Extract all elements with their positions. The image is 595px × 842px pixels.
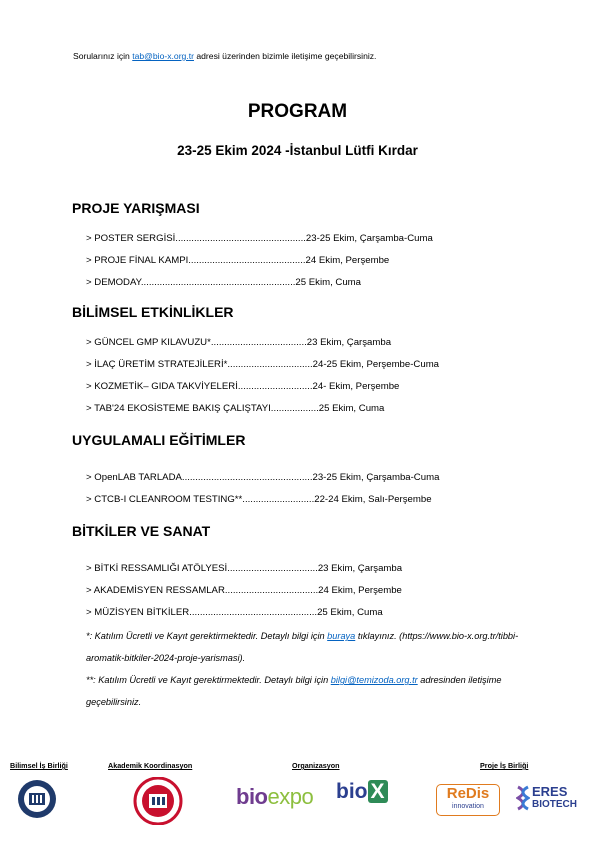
footnote-1-suffix: tıklayınız. (https://www.bio-x.org.tr/tibbi-aromatik-bitkiler-2024-proje-yarismasi). <box>86 631 519 663</box>
program-item: > KOZMETİK– GIDA TAKVİYELERİ............................24- Ekim, Perşembe <box>86 381 400 392</box>
program-item: > MÜZİSYEN BİTKİLER................................................25 Ekim, Cuma <box>86 607 383 618</box>
bioexpo-logo-a: bio <box>236 784 268 809</box>
program-item: > AKADEMİSYEN RESSAMLAR...................................24 Ekim, Perşembe <box>86 585 402 596</box>
footnote-1 <box>86 625 556 669</box>
program-item: > TAB'24 EKOSİSTEME BAKIŞ ÇALIŞTAYI..................25 Ekim, Cuma <box>86 403 385 414</box>
eres-logo-b: BIOTECH <box>532 799 577 810</box>
academic-coordination-logo <box>131 777 185 825</box>
footnote-2-suffix: adresinden iletişime geçebilirsiniz. <box>86 675 502 707</box>
page-subtitle: 23-25 Ekim 2024 -İstanbul Lütfi Kırdar <box>177 143 418 158</box>
program-item: > PROJE FİNAL KAMPI............................................24 Ekim, Perşembe <box>86 255 390 266</box>
biox-logo-b: X <box>368 780 388 803</box>
footnote-2-link[interactable]: bilgi@temizoda.org.tr <box>330 675 418 685</box>
biox-logo <box>336 780 388 804</box>
eres-logo-a: ERES <box>532 784 568 799</box>
program-item: > CTCB-I CLEANROOM TESTING**...........................22-24 Ekim, Salı-Perşembe <box>86 494 432 505</box>
footnote-2-prefix: **: Katılım Ücretli ve Kayıt gerektirmektedir. Detaylı bilgi için <box>86 675 331 685</box>
biox-logo-a: bio <box>336 780 368 803</box>
program-item: > DEMODAY..........................................................25 Ekim, Cuma <box>86 277 361 288</box>
intro-text <box>73 51 376 61</box>
section-heading: BİLİMSEL ETKİNLİKLER <box>72 304 234 320</box>
footnote-2 <box>86 669 556 713</box>
eres-logo-mark <box>516 785 530 811</box>
footnote-1-link[interactable]: buraya <box>327 631 356 641</box>
marmara-university-logo <box>17 779 57 819</box>
section-heading: PROJE YARIŞMASI <box>72 200 200 216</box>
intro-email-link[interactable]: tab@bio-x.org.tr <box>132 51 194 61</box>
program-item: > POSTER SERGİSİ.................................................23-25 Ekim, Çarşamba-Cuma <box>86 233 433 244</box>
intro-prefix: Sorularınız için <box>73 51 133 61</box>
redis-logo <box>436 784 500 816</box>
program-item: > OpenLAB TARLADA.................................................23-25 Ekim, Çarşamba-Cuma <box>86 472 440 483</box>
section-heading: UYGULAMALI EĞİTİMLER <box>72 432 246 448</box>
bioexpo-logo <box>236 784 313 810</box>
program-item: > BİTKİ RESSAMLIĞI ATÖLYESİ..................................23 Ekim, Çarşamba <box>86 563 403 574</box>
footer-label-organization: Organizasyon <box>292 761 340 770</box>
redis-logo-a: ReDis <box>446 785 490 802</box>
intro-suffix: adresi üzerinden bizimle iletişime geçebilirsiniz. <box>193 51 377 61</box>
footer-label-project: Proje İş Birliği <box>480 761 529 770</box>
section-heading: BİTKİLER VE SANAT <box>72 523 211 539</box>
program-item: > GÜNCEL GMP KILAVUZU*....................................23 Ekim, Çarşamba <box>86 337 392 348</box>
footer-label-academic: Akademik Koordinasyon <box>108 761 193 770</box>
program-item: > İLAÇ ÜRETİM STRATEJİLERİ*................................24-25 Ekim, Perşembe-Cuma <box>86 359 440 370</box>
footer-label-scientific: Bilimsel İş Birliği <box>10 761 68 770</box>
page-title: PROGRAM <box>247 101 348 122</box>
footnote-1-prefix: *: Katılım Ücretli ve Kayıt gerektirmektedir. Detaylı bilgi için <box>86 631 328 641</box>
bioexpo-logo-b: expo <box>267 784 314 809</box>
redis-logo-b: innovation <box>452 803 484 810</box>
